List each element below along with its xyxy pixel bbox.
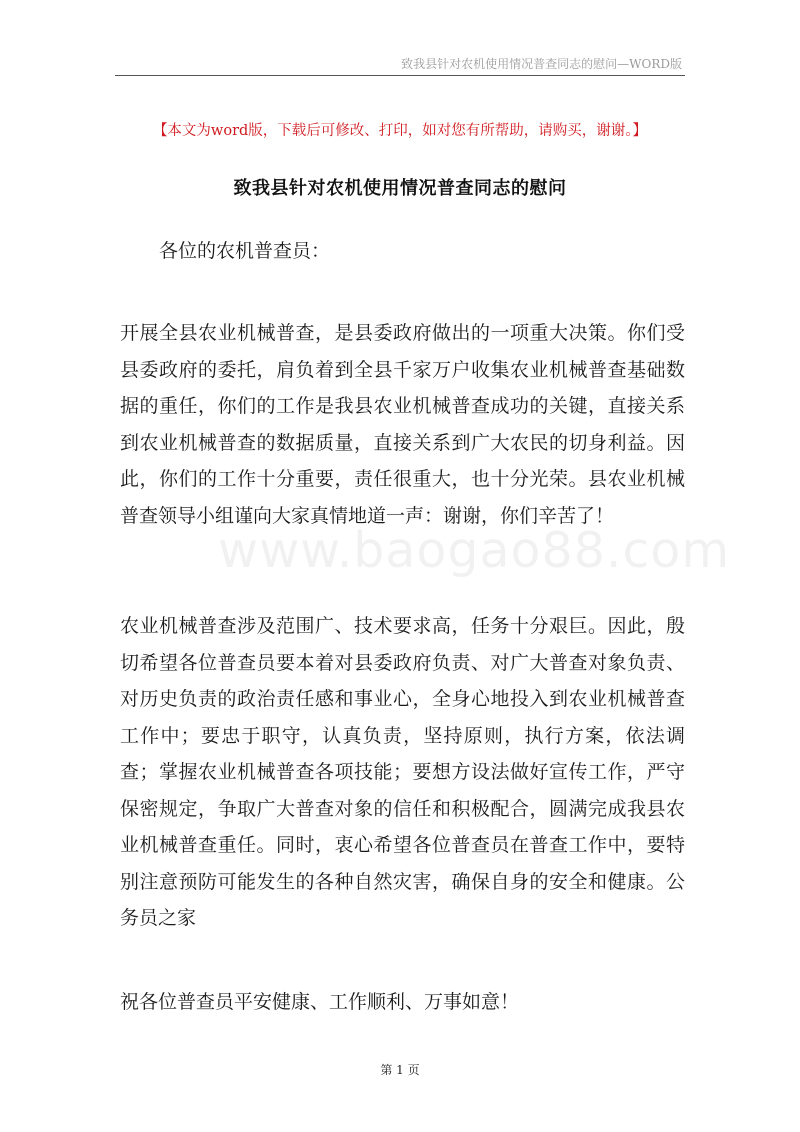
- watermark: www.baogao88.com: [218, 522, 731, 579]
- salutation: 各位的农机普查员：: [159, 240, 331, 262]
- body-paragraph-3: 祝各位普查员平安健康、工作顺利、万事如意！: [120, 991, 520, 1013]
- running-header: 致我县针对农机使用情况普查同志的慰问—WORD版: [401, 57, 682, 71]
- document-title: 致我县针对农机使用情况普查同志的慰问: [233, 178, 567, 199]
- header-divider: [115, 75, 685, 76]
- page-number: 第 1 页: [380, 1063, 420, 1077]
- download-notice: 【本文为word版，下载后可修改、打印，如对您有所帮助，请购买，谢谢。】: [152, 123, 648, 139]
- body-paragraph-2: 农业机械普查涉及范围广、技术要求高，任务十分艰巨。因此，殷切希望各位普查员要本着对县委政府负责、对广大普查对象负责、对历史负责的政治责任感和事业心，全身心地投入到农业机械普查工作中；要忠于职守，认真负责，坚持原则，执行方案，依法调查；掌握农业机械普查各项技能；要想方设法做好宣传工作，严守保密规定，争取广大普查对象的信任和积极配合，圆满完成我县农业机械普查重任。同时，衷心希望各位普查员在普查工作中，要特别注意预防可能发生的各种自然灾害，确保自身的安全和健康。公务员之家: [120, 615, 685, 929]
- body-paragraph-1: 开展全县农业机械普查，是县委政府做出的一项重大决策。你们受县委政府的委托，肩负着到全县千家万户收集农业机械普查基础数据的重任，你们的工作是我县农业机械普查成功的关键，直接关系到农业机械普查的数据质量，直接关系到广大农民的切身利益。因此，你们的工作十分重要，责任很重大，也十分光荣。县农业机械普查领导小组谨向大家真情地道一声：谢谢，你们辛苦了！: [120, 322, 685, 527]
